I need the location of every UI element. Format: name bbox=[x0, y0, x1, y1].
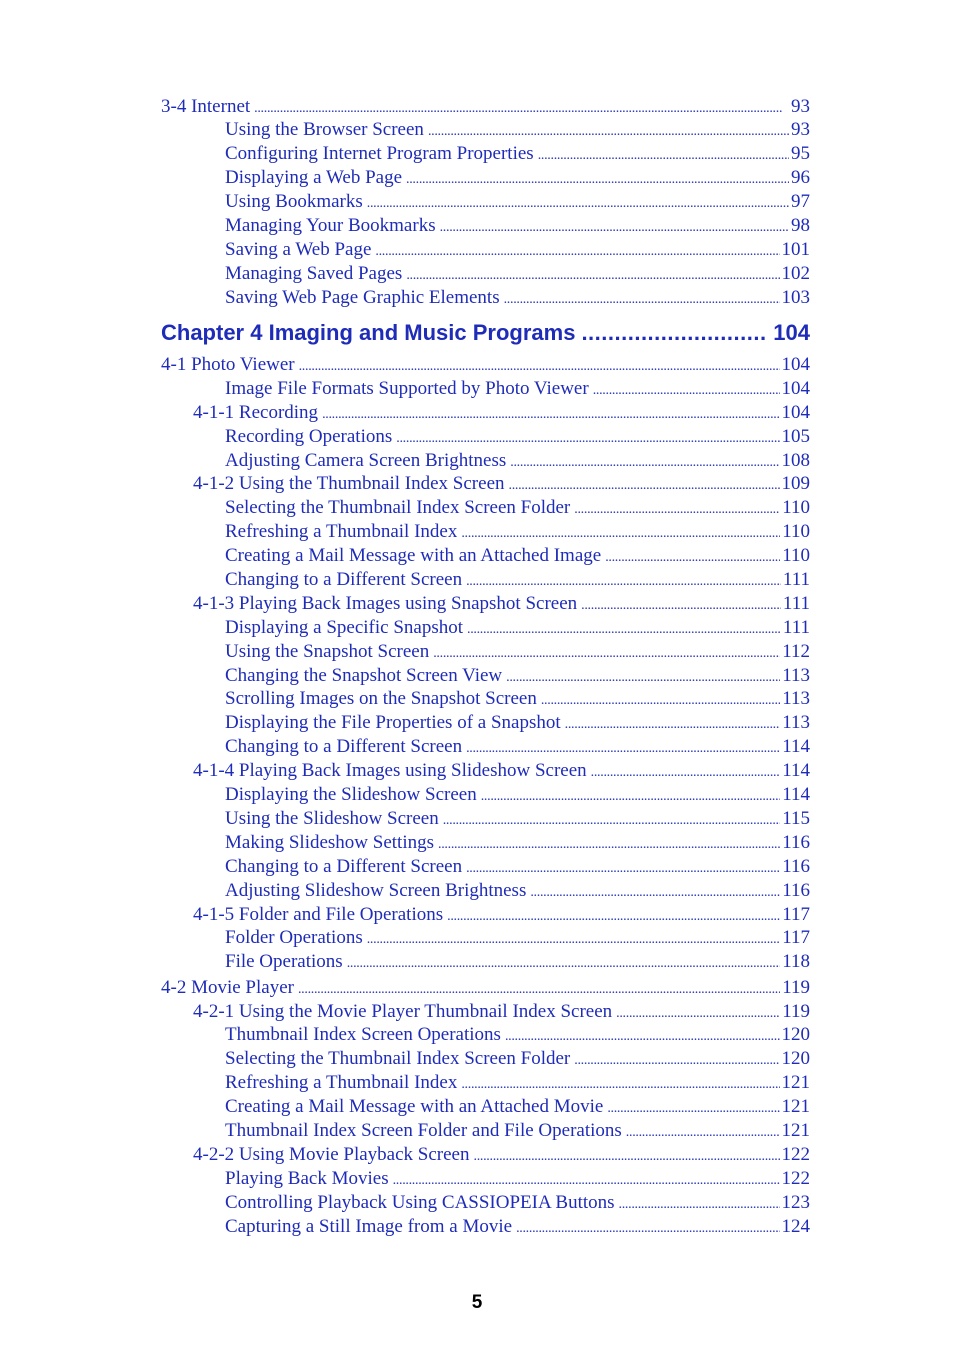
dot-leader bbox=[298, 976, 780, 1002]
page-number: 5 bbox=[471, 1292, 483, 1313]
dot-leader bbox=[538, 142, 789, 168]
toc-entry-title: Displaying the File Properties of a Snapshot bbox=[225, 712, 561, 734]
toc-entry-title: Changing to a Different Screen bbox=[225, 855, 463, 877]
dot-leader bbox=[466, 568, 781, 594]
toc-entry-title: Saving Web Page Graphic Elements bbox=[225, 286, 500, 308]
dot-leader bbox=[367, 190, 789, 216]
toc-entry[interactable] bbox=[161, 950, 810, 974]
dot-leader bbox=[393, 1167, 780, 1193]
table-of-contents bbox=[161, 93, 810, 1238]
dot-leader bbox=[254, 95, 789, 121]
dot-leader bbox=[574, 496, 780, 522]
toc-entry-title: 4-1-5 Folder and File Operations bbox=[193, 903, 444, 925]
toc-entry-page: 105 bbox=[781, 425, 810, 447]
dot-leader bbox=[504, 286, 780, 312]
toc-entry[interactable] bbox=[161, 735, 810, 759]
toc-entry-title: 4-1-4 Playing Back Images using Slideshow Screen bbox=[193, 760, 587, 782]
toc-entry-page: 97 bbox=[791, 191, 810, 213]
toc-entry[interactable] bbox=[161, 687, 810, 711]
dot-leader bbox=[505, 1023, 780, 1049]
toc-entry-title: Displaying a Web Page bbox=[225, 167, 403, 189]
toc-entry[interactable] bbox=[161, 449, 810, 473]
toc-entry[interactable] bbox=[161, 1095, 810, 1119]
dot-leader bbox=[626, 1119, 780, 1145]
toc-entry-page: 121 bbox=[781, 1096, 810, 1118]
toc-entry-title: Changing to a Different Screen bbox=[225, 736, 463, 758]
toc-entry-title: Thumbnail Index Screen Operations bbox=[225, 1024, 501, 1046]
toc-entry-title: File Operations bbox=[225, 951, 343, 973]
toc-entry-title: Managing Your Bookmarks bbox=[225, 214, 436, 236]
dot-leader bbox=[428, 118, 789, 144]
dot-leader bbox=[447, 903, 780, 929]
toc-entry-title: Using Bookmarks bbox=[225, 191, 363, 213]
toc-entry[interactable] bbox=[161, 496, 810, 520]
toc-entry[interactable] bbox=[161, 807, 810, 831]
toc-entry-page: 117 bbox=[782, 927, 810, 949]
toc-entry[interactable] bbox=[161, 783, 810, 807]
toc-entry-title: Managing Saved Pages bbox=[225, 262, 403, 284]
dot-leader bbox=[581, 314, 765, 352]
toc-entry-page: 111 bbox=[782, 592, 810, 614]
toc-entry[interactable] bbox=[161, 425, 810, 449]
toc-entry[interactable] bbox=[161, 903, 810, 927]
dot-leader bbox=[433, 640, 780, 666]
toc-entry-page: 111 bbox=[782, 569, 810, 591]
toc-entry[interactable] bbox=[161, 976, 810, 1000]
toc-entry-title: Creating a Mail Message with an Attached Movie bbox=[225, 1096, 604, 1118]
toc-entry-title: Refreshing a Thumbnail Index bbox=[225, 1072, 458, 1094]
toc-entry-title: Displaying a Specific Snapshot bbox=[225, 616, 463, 638]
toc-entry-page: 98 bbox=[791, 214, 810, 236]
toc-entry-page: 117 bbox=[782, 903, 810, 925]
toc-entry-title: Scrolling Images on the Snapshot Screen bbox=[225, 688, 537, 710]
toc-entry[interactable] bbox=[161, 855, 810, 879]
toc-entry-title: Selecting the Thumbnail Index Screen Folder bbox=[225, 497, 571, 519]
toc-entry-title: Displaying the Slideshow Screen bbox=[225, 784, 477, 806]
dot-leader bbox=[506, 664, 780, 690]
toc-entry[interactable] bbox=[161, 759, 810, 783]
dot-leader bbox=[322, 401, 779, 427]
toc-entry-page: 119 bbox=[782, 1000, 810, 1022]
dot-leader bbox=[347, 950, 781, 976]
dot-leader bbox=[565, 711, 781, 737]
toc-entry-title: Selecting the Thumbnail Index Screen Folder bbox=[225, 1048, 571, 1070]
toc-entry-title: 4-2 Movie Player bbox=[161, 976, 294, 998]
toc-entry-page: 120 bbox=[781, 1048, 810, 1070]
toc-entry[interactable] bbox=[161, 640, 810, 664]
toc-entry-title: Recording Operations bbox=[225, 425, 393, 447]
toc-entry-page: 123 bbox=[781, 1191, 810, 1213]
toc-entry-title: Thumbnail Index Screen Folder and File Operations bbox=[225, 1120, 622, 1142]
toc-entry-page: 110 bbox=[782, 545, 810, 567]
toc-entry-page: 104 bbox=[781, 401, 810, 423]
toc-entry-title: Saving a Web Page bbox=[225, 238, 372, 260]
dot-leader bbox=[605, 544, 780, 570]
toc-entry-title: Folder Operations bbox=[225, 927, 363, 949]
dot-leader bbox=[299, 353, 780, 379]
dot-leader bbox=[443, 807, 780, 833]
toc-entry-page: 113 bbox=[782, 712, 810, 734]
toc-entry[interactable] bbox=[161, 1191, 810, 1215]
toc-entry-title: Chapter 4 Imaging and Music Programs bbox=[161, 319, 576, 345]
toc-entry-title: Using the Browser Screen bbox=[225, 119, 424, 141]
toc-entry[interactable] bbox=[161, 118, 810, 142]
toc-entry-title: Playing Back Movies bbox=[225, 1167, 389, 1189]
toc-entry-title: Changing the Snapshot Screen View bbox=[225, 664, 503, 686]
toc-entry-title: Adjusting Camera Screen Brightness bbox=[225, 449, 507, 471]
toc-entry-page: 93 bbox=[791, 119, 810, 141]
dot-leader bbox=[510, 449, 779, 475]
toc-entry[interactable] bbox=[161, 1119, 810, 1143]
toc-entry-title: 4-1-3 Playing Back Images using Snapshot Screen bbox=[193, 592, 578, 614]
toc-entry-title: Refreshing a Thumbnail Index bbox=[225, 521, 458, 543]
toc-entry-page: 101 bbox=[781, 238, 810, 260]
toc-entry-page: 104 bbox=[773, 319, 810, 345]
toc-entry-page: 121 bbox=[781, 1120, 810, 1142]
toc-entry[interactable] bbox=[161, 95, 810, 119]
toc-entry[interactable] bbox=[161, 238, 810, 262]
toc-entry-title: 4-1-1 Recording bbox=[193, 401, 319, 423]
toc-entry[interactable] bbox=[161, 286, 810, 310]
toc-entry-page: 103 bbox=[781, 286, 810, 308]
toc-entry[interactable] bbox=[161, 664, 810, 688]
toc-entry-page: 102 bbox=[781, 262, 810, 284]
toc-entry-title: Adjusting Slideshow Screen Brightness bbox=[225, 879, 527, 901]
dot-leader bbox=[591, 759, 781, 785]
dot-leader bbox=[440, 214, 789, 240]
toc-entry-page: 121 bbox=[781, 1072, 810, 1094]
toc-entry[interactable] bbox=[161, 711, 810, 735]
dot-leader bbox=[619, 1191, 780, 1217]
toc-entry-page: 120 bbox=[781, 1024, 810, 1046]
dot-leader bbox=[593, 377, 780, 403]
toc-entry-page: 96 bbox=[791, 167, 810, 189]
toc-entry-title: 4-1 Photo Viewer bbox=[161, 354, 295, 376]
toc-entry-page: 115 bbox=[782, 807, 810, 829]
toc-entry[interactable] bbox=[161, 1215, 810, 1239]
dot-leader bbox=[481, 783, 780, 809]
dot-leader bbox=[616, 1000, 780, 1026]
toc-entry-page: 119 bbox=[782, 976, 810, 998]
toc-entry[interactable] bbox=[161, 142, 810, 166]
toc-entry-page: 111 bbox=[782, 616, 810, 638]
toc-entry-page: 104 bbox=[781, 377, 810, 399]
toc-entry-page: 122 bbox=[781, 1143, 810, 1165]
toc-entry[interactable] bbox=[161, 1047, 810, 1071]
toc-entry-page: 112 bbox=[782, 640, 810, 662]
dot-leader bbox=[467, 616, 781, 642]
toc-entry-title: 3-4 Internet bbox=[161, 95, 251, 117]
toc-entry-page: 122 bbox=[781, 1167, 810, 1189]
dot-leader bbox=[607, 1095, 779, 1121]
toc-entry-page: 113 bbox=[782, 688, 810, 710]
toc-entry-title: Making Slideshow Settings bbox=[225, 831, 435, 853]
dot-leader bbox=[581, 592, 781, 618]
toc-entry-page: 124 bbox=[781, 1215, 810, 1237]
toc-entry-page: 116 bbox=[782, 855, 810, 877]
dot-leader bbox=[541, 687, 780, 713]
toc-entry[interactable] bbox=[161, 1143, 810, 1167]
dot-leader bbox=[406, 166, 789, 192]
toc-entry-title: 4-1-2 Using the Thumbnail Index Screen bbox=[193, 473, 505, 495]
toc-entry[interactable] bbox=[161, 190, 810, 214]
toc-entry-page: 114 bbox=[782, 784, 810, 806]
toc-entry-title: 4-2-1 Using the Movie Player Thumbnail Index Screen bbox=[193, 1000, 613, 1022]
toc-entry-page: 95 bbox=[791, 143, 810, 165]
toc-entry[interactable] bbox=[161, 377, 810, 401]
dot-leader bbox=[530, 879, 780, 905]
toc-entry-page: 93 bbox=[791, 95, 810, 117]
toc-entry-title: Changing to a Different Screen bbox=[225, 569, 463, 591]
toc-entry[interactable] bbox=[161, 1167, 810, 1191]
toc-entry-page: 110 bbox=[782, 497, 810, 519]
toc-entry-title: Creating a Mail Message with an Attached Image bbox=[225, 545, 602, 567]
toc-entry-page: 109 bbox=[781, 473, 810, 495]
toc-entry[interactable] bbox=[161, 262, 810, 286]
toc-entry-page: 110 bbox=[782, 521, 810, 543]
toc-entry[interactable] bbox=[161, 831, 810, 855]
toc-entry[interactable] bbox=[161, 1023, 810, 1047]
toc-entry-title: Using the Slideshow Screen bbox=[225, 807, 439, 829]
toc-entry[interactable] bbox=[161, 401, 810, 425]
dot-leader bbox=[466, 735, 780, 761]
dot-leader bbox=[367, 926, 780, 952]
toc-entry[interactable] bbox=[161, 353, 810, 377]
toc-entry[interactable] bbox=[161, 472, 810, 496]
toc-entry[interactable] bbox=[161, 520, 810, 544]
toc-entry[interactable] bbox=[161, 926, 810, 950]
toc-entry-page: 113 bbox=[782, 664, 810, 686]
dot-leader bbox=[474, 1143, 780, 1169]
toc-entry-page: 118 bbox=[782, 951, 810, 973]
dot-leader bbox=[461, 1071, 779, 1097]
toc-entry-title: Controlling Playback Using CASSIOPEIA Buttons bbox=[225, 1191, 615, 1213]
toc-chapter-heading[interactable] bbox=[161, 314, 810, 352]
toc-entry-page: 104 bbox=[781, 354, 810, 376]
dot-leader bbox=[509, 472, 780, 498]
toc-entry-page: 114 bbox=[782, 736, 810, 758]
toc-entry[interactable] bbox=[161, 544, 810, 568]
toc-entry[interactable] bbox=[161, 616, 810, 640]
dot-leader bbox=[375, 238, 779, 264]
toc-entry-page: 108 bbox=[781, 449, 810, 471]
toc-entry-title: Capturing a Still Image from a Movie bbox=[225, 1215, 513, 1237]
toc-entry-page: 114 bbox=[782, 760, 810, 782]
toc-entry[interactable] bbox=[161, 214, 810, 238]
toc-entry[interactable] bbox=[161, 568, 810, 592]
toc-entry[interactable] bbox=[161, 1000, 810, 1024]
toc-entry[interactable] bbox=[161, 1071, 810, 1095]
toc-entry-page: 116 bbox=[782, 879, 810, 901]
toc-entry[interactable] bbox=[161, 166, 810, 190]
dot-leader bbox=[406, 262, 779, 288]
dot-leader bbox=[396, 425, 779, 451]
toc-entry-title: Configuring Internet Program Properties bbox=[225, 143, 534, 165]
toc-entry-title: 4-2-2 Using Movie Playback Screen bbox=[193, 1143, 470, 1165]
toc-entry-title: Using the Snapshot Screen bbox=[225, 640, 430, 662]
toc-entry-page: 116 bbox=[782, 831, 810, 853]
dot-leader bbox=[466, 855, 780, 881]
toc-entry[interactable] bbox=[161, 879, 810, 903]
dot-leader bbox=[574, 1047, 779, 1073]
dot-leader bbox=[438, 831, 780, 857]
dot-leader bbox=[461, 520, 780, 546]
toc-entry-title: Image File Formats Supported by Photo Viewer bbox=[225, 377, 589, 399]
toc-entry[interactable] bbox=[161, 592, 810, 616]
dot-leader bbox=[516, 1215, 779, 1241]
